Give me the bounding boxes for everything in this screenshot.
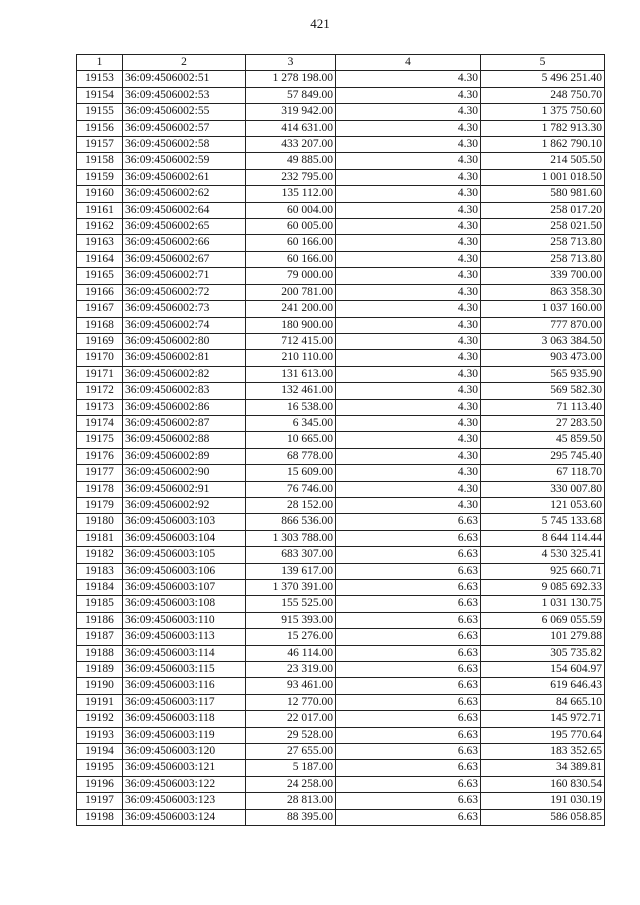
table-row: [77, 727, 605, 743]
cadastral-number-cell: 36:09:4506003:124: [123, 809, 246, 825]
amount-cell: 925 660.71: [481, 563, 605, 579]
table-row: [77, 251, 605, 267]
row-number-cell: 19154: [77, 87, 123, 103]
cadastral-number-cell: 36:09:4506003:107: [123, 580, 246, 596]
value-cell: 76 746.00: [246, 481, 336, 497]
amount-cell: 5 496 251.40: [481, 71, 605, 87]
rate-cell: 6.63: [336, 727, 481, 743]
amount-cell: 248 750.70: [481, 87, 605, 103]
row-number-cell: 19158: [77, 153, 123, 169]
row-number-cell: 19197: [77, 793, 123, 809]
value-cell: 1 278 198.00: [246, 71, 336, 87]
row-number-cell: 19194: [77, 744, 123, 760]
rate-cell: 4.30: [336, 202, 481, 218]
table-header-row: [77, 55, 605, 71]
rate-cell: 6.63: [336, 547, 481, 563]
row-number-cell: 19182: [77, 547, 123, 563]
rate-cell: 4.30: [336, 284, 481, 300]
table-row: [77, 153, 605, 169]
value-cell: 5 187.00: [246, 760, 336, 776]
cadastral-number-cell: 36:09:4506002:88: [123, 432, 246, 448]
cadastral-number-cell: 36:09:4506002:51: [123, 71, 246, 87]
row-number-cell: 19156: [77, 120, 123, 136]
amount-cell: 863 358.30: [481, 284, 605, 300]
row-number-cell: 19168: [77, 317, 123, 333]
cadastral-number-cell: 36:09:4506003:103: [123, 514, 246, 530]
rate-cell: 6.63: [336, 711, 481, 727]
rate-cell: 4.30: [336, 219, 481, 235]
value-cell: 683 307.00: [246, 547, 336, 563]
amount-cell: 777 870.00: [481, 317, 605, 333]
row-number-cell: 19191: [77, 694, 123, 710]
cadastral-number-cell: 36:09:4506002:90: [123, 465, 246, 481]
rate-cell: 4.30: [336, 137, 481, 153]
amount-cell: 154 604.97: [481, 662, 605, 678]
cadastral-number-cell: 36:09:4506002:62: [123, 186, 246, 202]
row-number-cell: 19175: [77, 432, 123, 448]
row-number-cell: 19188: [77, 645, 123, 661]
amount-cell: 295 745.40: [481, 448, 605, 464]
cadastral-number-cell: 36:09:4506003:121: [123, 760, 246, 776]
rate-cell: 4.30: [336, 399, 481, 415]
table-row: [77, 317, 605, 333]
amount-cell: 71 113.40: [481, 399, 605, 415]
amount-cell: 580 981.60: [481, 186, 605, 202]
rate-cell: 6.63: [336, 629, 481, 645]
rate-cell: 6.63: [336, 662, 481, 678]
row-number-cell: 19178: [77, 481, 123, 497]
rate-cell: 4.30: [336, 497, 481, 513]
row-number-cell: 19185: [77, 596, 123, 612]
row-number-cell: 19166: [77, 284, 123, 300]
rate-cell: 4.30: [336, 317, 481, 333]
amount-cell: 214 505.50: [481, 153, 605, 169]
row-number-cell: 19153: [77, 71, 123, 87]
value-cell: 15 609.00: [246, 465, 336, 481]
row-number-cell: 19190: [77, 678, 123, 694]
cadastral-number-cell: 36:09:4506002:92: [123, 497, 246, 513]
value-cell: 1 370 391.00: [246, 580, 336, 596]
rate-cell: 4.30: [336, 186, 481, 202]
row-number-cell: 19186: [77, 612, 123, 628]
column-header-4: 4: [336, 55, 481, 71]
value-cell: 60 166.00: [246, 251, 336, 267]
cadastral-number-cell: 36:09:4506002:83: [123, 383, 246, 399]
table-row: [77, 694, 605, 710]
value-cell: 155 525.00: [246, 596, 336, 612]
value-cell: 6 345.00: [246, 415, 336, 431]
row-number-cell: 19160: [77, 186, 123, 202]
value-cell: 712 415.00: [246, 333, 336, 349]
row-number-cell: 19171: [77, 366, 123, 382]
amount-cell: 305 735.82: [481, 645, 605, 661]
value-cell: 57 849.00: [246, 87, 336, 103]
amount-cell: 569 582.30: [481, 383, 605, 399]
rate-cell: 6.63: [336, 530, 481, 546]
row-number-cell: 19176: [77, 448, 123, 464]
table-row: [77, 662, 605, 678]
value-cell: 15 276.00: [246, 629, 336, 645]
rate-cell: 6.63: [336, 678, 481, 694]
cadastral-number-cell: 36:09:4506002:67: [123, 251, 246, 267]
cadastral-number-cell: 36:09:4506002:82: [123, 366, 246, 382]
row-number-cell: 19198: [77, 809, 123, 825]
column-header-5: 5: [481, 55, 605, 71]
amount-cell: 258 021.50: [481, 219, 605, 235]
row-number-cell: 19174: [77, 415, 123, 431]
table-row: [77, 137, 605, 153]
cadastral-number-cell: 36:09:4506003:119: [123, 727, 246, 743]
rate-cell: 6.63: [336, 645, 481, 661]
table-row: [77, 268, 605, 284]
cadastral-number-cell: 36:09:4506003:117: [123, 694, 246, 710]
rate-cell: 6.63: [336, 694, 481, 710]
cadastral-number-cell: 36:09:4506002:61: [123, 169, 246, 185]
table-row: [77, 678, 605, 694]
amount-cell: 1 037 160.00: [481, 301, 605, 317]
value-cell: 433 207.00: [246, 137, 336, 153]
table-row: [77, 350, 605, 366]
column-header-2: 2: [123, 55, 246, 71]
cadastral-number-cell: 36:09:4506003:114: [123, 645, 246, 661]
cadastral-number-cell: 36:09:4506002:91: [123, 481, 246, 497]
rate-cell: 6.63: [336, 596, 481, 612]
cadastral-number-cell: 36:09:4506002:73: [123, 301, 246, 317]
value-cell: 319 942.00: [246, 104, 336, 120]
cadastral-number-cell: 36:09:4506002:66: [123, 235, 246, 251]
value-cell: 68 778.00: [246, 448, 336, 464]
row-number-cell: 19164: [77, 251, 123, 267]
row-number-cell: 19181: [77, 530, 123, 546]
cadastral-number-cell: 36:09:4506002:55: [123, 104, 246, 120]
column-header-3: 3: [246, 55, 336, 71]
value-cell: 60 004.00: [246, 202, 336, 218]
table-row: [77, 120, 605, 136]
value-cell: 12 770.00: [246, 694, 336, 710]
rate-cell: 4.30: [336, 383, 481, 399]
amount-cell: 101 279.88: [481, 629, 605, 645]
table-row: [77, 333, 605, 349]
rate-cell: 6.63: [336, 563, 481, 579]
value-cell: 915 393.00: [246, 612, 336, 628]
value-cell: 10 665.00: [246, 432, 336, 448]
amount-cell: 1 001 018.50: [481, 169, 605, 185]
cadastral-number-cell: 36:09:4506002:86: [123, 399, 246, 415]
value-cell: 132 461.00: [246, 383, 336, 399]
value-cell: 866 536.00: [246, 514, 336, 530]
value-cell: 93 461.00: [246, 678, 336, 694]
rate-cell: 6.63: [336, 793, 481, 809]
cadastral-number-cell: 36:09:4506002:65: [123, 219, 246, 235]
table-row: [77, 793, 605, 809]
row-number-cell: 19184: [77, 580, 123, 596]
row-number-cell: 19195: [77, 760, 123, 776]
amount-cell: 3 063 384.50: [481, 333, 605, 349]
amount-cell: 8 644 114.44: [481, 530, 605, 546]
amount-cell: 6 069 055.59: [481, 612, 605, 628]
cadastral-number-cell: 36:09:4506002:53: [123, 87, 246, 103]
amount-cell: 1 782 913.30: [481, 120, 605, 136]
amount-cell: 258 713.80: [481, 251, 605, 267]
row-number-cell: 19157: [77, 137, 123, 153]
rate-cell: 4.30: [336, 432, 481, 448]
table-row: [77, 169, 605, 185]
value-cell: 46 114.00: [246, 645, 336, 661]
rate-cell: 4.30: [336, 333, 481, 349]
table-row: [77, 301, 605, 317]
table-row: [77, 711, 605, 727]
cadastral-number-cell: 36:09:4506002:58: [123, 137, 246, 153]
cadastral-number-cell: 36:09:4506002:57: [123, 120, 246, 136]
cadastral-number-cell: 36:09:4506003:115: [123, 662, 246, 678]
row-number-cell: 19173: [77, 399, 123, 415]
amount-cell: 258 017.20: [481, 202, 605, 218]
amount-cell: 191 030.19: [481, 793, 605, 809]
row-number-cell: 19192: [77, 711, 123, 727]
rate-cell: 4.30: [336, 71, 481, 87]
cadastral-number-cell: 36:09:4506003:104: [123, 530, 246, 546]
amount-cell: 258 713.80: [481, 235, 605, 251]
cadastral-number-cell: 36:09:4506002:72: [123, 284, 246, 300]
rate-cell: 6.63: [336, 514, 481, 530]
value-cell: 24 258.00: [246, 776, 336, 792]
table-row: [77, 284, 605, 300]
amount-cell: 145 972.71: [481, 711, 605, 727]
amount-cell: 903 473.00: [481, 350, 605, 366]
amount-cell: 121 053.60: [481, 497, 605, 513]
data-table: [76, 54, 605, 826]
rate-cell: 6.63: [336, 612, 481, 628]
row-number-cell: 19165: [77, 268, 123, 284]
rate-cell: 4.30: [336, 350, 481, 366]
rate-cell: 4.30: [336, 415, 481, 431]
rate-cell: 6.63: [336, 776, 481, 792]
value-cell: 60 005.00: [246, 219, 336, 235]
rate-cell: 4.30: [336, 366, 481, 382]
row-number-cell: 19180: [77, 514, 123, 530]
cadastral-number-cell: 36:09:4506003:110: [123, 612, 246, 628]
amount-cell: 9 085 692.33: [481, 580, 605, 596]
column-header-1: 1: [77, 55, 123, 71]
amount-cell: 45 859.50: [481, 432, 605, 448]
rate-cell: 4.30: [336, 235, 481, 251]
cadastral-number-cell: 36:09:4506003:105: [123, 547, 246, 563]
value-cell: 28 152.00: [246, 497, 336, 513]
table-row: [77, 465, 605, 481]
row-number-cell: 19183: [77, 563, 123, 579]
table-row: [77, 497, 605, 513]
rate-cell: 4.30: [336, 153, 481, 169]
amount-cell: 565 935.90: [481, 366, 605, 382]
table-row: [77, 563, 605, 579]
cadastral-number-cell: 36:09:4506002:81: [123, 350, 246, 366]
value-cell: 79 000.00: [246, 268, 336, 284]
table-row: [77, 514, 605, 530]
table-body: [77, 71, 605, 826]
cadastral-number-cell: 36:09:4506003:120: [123, 744, 246, 760]
rate-cell: 4.30: [336, 465, 481, 481]
rate-cell: 4.30: [336, 268, 481, 284]
amount-cell: 619 646.43: [481, 678, 605, 694]
row-number-cell: 19172: [77, 383, 123, 399]
value-cell: 88 395.00: [246, 809, 336, 825]
cadastral-number-cell: 36:09:4506003:113: [123, 629, 246, 645]
table-row: [77, 448, 605, 464]
table-row: [77, 629, 605, 645]
cadastral-number-cell: 36:09:4506002:59: [123, 153, 246, 169]
amount-cell: 34 389.81: [481, 760, 605, 776]
table-row: [77, 481, 605, 497]
value-cell: 49 885.00: [246, 153, 336, 169]
rate-cell: 4.30: [336, 104, 481, 120]
value-cell: 23 319.00: [246, 662, 336, 678]
value-cell: 180 900.00: [246, 317, 336, 333]
row-number-cell: 19177: [77, 465, 123, 481]
value-cell: 210 110.00: [246, 350, 336, 366]
value-cell: 28 813.00: [246, 793, 336, 809]
value-cell: 60 166.00: [246, 235, 336, 251]
value-cell: 27 655.00: [246, 744, 336, 760]
rate-cell: 4.30: [336, 448, 481, 464]
table-row: [77, 547, 605, 563]
table-row: [77, 645, 605, 661]
table-row: [77, 104, 605, 120]
row-number-cell: 19162: [77, 219, 123, 235]
table-row: [77, 366, 605, 382]
table-row: [77, 186, 605, 202]
amount-cell: 160 830.54: [481, 776, 605, 792]
cadastral-number-cell: 36:09:4506002:89: [123, 448, 246, 464]
table-row: [77, 809, 605, 825]
rate-cell: 6.63: [336, 760, 481, 776]
cadastral-number-cell: 36:09:4506003:122: [123, 776, 246, 792]
cadastral-number-cell: 36:09:4506003:108: [123, 596, 246, 612]
amount-cell: 330 007.80: [481, 481, 605, 497]
value-cell: 135 112.00: [246, 186, 336, 202]
table-row: [77, 776, 605, 792]
amount-cell: 586 058.85: [481, 809, 605, 825]
table-row: [77, 71, 605, 87]
rate-cell: 6.63: [336, 809, 481, 825]
cadastral-number-cell: 36:09:4506003:118: [123, 711, 246, 727]
cadastral-number-cell: 36:09:4506003:116: [123, 678, 246, 694]
table-row: [77, 399, 605, 415]
cadastral-number-cell: 36:09:4506002:74: [123, 317, 246, 333]
row-number-cell: 19161: [77, 202, 123, 218]
row-number-cell: 19159: [77, 169, 123, 185]
value-cell: 131 613.00: [246, 366, 336, 382]
cadastral-number-cell: 36:09:4506003:106: [123, 563, 246, 579]
cadastral-number-cell: 36:09:4506002:87: [123, 415, 246, 431]
value-cell: 241 200.00: [246, 301, 336, 317]
row-number-cell: 19170: [77, 350, 123, 366]
cadastral-number-cell: 36:09:4506002:64: [123, 202, 246, 218]
table-row: [77, 580, 605, 596]
value-cell: 232 795.00: [246, 169, 336, 185]
value-cell: 414 631.00: [246, 120, 336, 136]
table-row: [77, 219, 605, 235]
table-row: [77, 530, 605, 546]
value-cell: 1 303 788.00: [246, 530, 336, 546]
row-number-cell: 19189: [77, 662, 123, 678]
amount-cell: 84 665.10: [481, 694, 605, 710]
amount-cell: 67 118.70: [481, 465, 605, 481]
rate-cell: 6.63: [336, 580, 481, 596]
value-cell: 200 781.00: [246, 284, 336, 300]
rate-cell: 4.30: [336, 120, 481, 136]
row-number-cell: 19179: [77, 497, 123, 513]
table-row: [77, 744, 605, 760]
table-row: [77, 760, 605, 776]
row-number-cell: 19196: [77, 776, 123, 792]
value-cell: 29 528.00: [246, 727, 336, 743]
table-row: [77, 432, 605, 448]
table-row: [77, 596, 605, 612]
row-number-cell: 19163: [77, 235, 123, 251]
cadastral-number-cell: 36:09:4506003:123: [123, 793, 246, 809]
table-row: [77, 415, 605, 431]
rate-cell: 4.30: [336, 251, 481, 267]
row-number-cell: 19167: [77, 301, 123, 317]
amount-cell: 339 700.00: [481, 268, 605, 284]
page-number: 421: [310, 16, 330, 31]
table-row: [77, 383, 605, 399]
rate-cell: 4.30: [336, 481, 481, 497]
amount-cell: 1 862 790.10: [481, 137, 605, 153]
amount-cell: 1 375 750.60: [481, 104, 605, 120]
cadastral-number-cell: 36:09:4506002:80: [123, 333, 246, 349]
rate-cell: 4.30: [336, 87, 481, 103]
amount-cell: 1 031 130.75: [481, 596, 605, 612]
amount-cell: 183 352.65: [481, 744, 605, 760]
cadastral-number-cell: 36:09:4506002:71: [123, 268, 246, 284]
table-row: [77, 612, 605, 628]
row-number-cell: 19169: [77, 333, 123, 349]
amount-cell: 195 770.64: [481, 727, 605, 743]
rate-cell: 6.63: [336, 744, 481, 760]
amount-cell: 5 745 133.68: [481, 514, 605, 530]
row-number-cell: 19187: [77, 629, 123, 645]
value-cell: 16 538.00: [246, 399, 336, 415]
amount-cell: 27 283.50: [481, 415, 605, 431]
rate-cell: 4.30: [336, 169, 481, 185]
table-row: [77, 87, 605, 103]
row-number-cell: 19193: [77, 727, 123, 743]
value-cell: 139 617.00: [246, 563, 336, 579]
amount-cell: 4 530 325.41: [481, 547, 605, 563]
value-cell: 22 017.00: [246, 711, 336, 727]
table-row: [77, 202, 605, 218]
rate-cell: 4.30: [336, 301, 481, 317]
table-row: [77, 235, 605, 251]
row-number-cell: 19155: [77, 104, 123, 120]
